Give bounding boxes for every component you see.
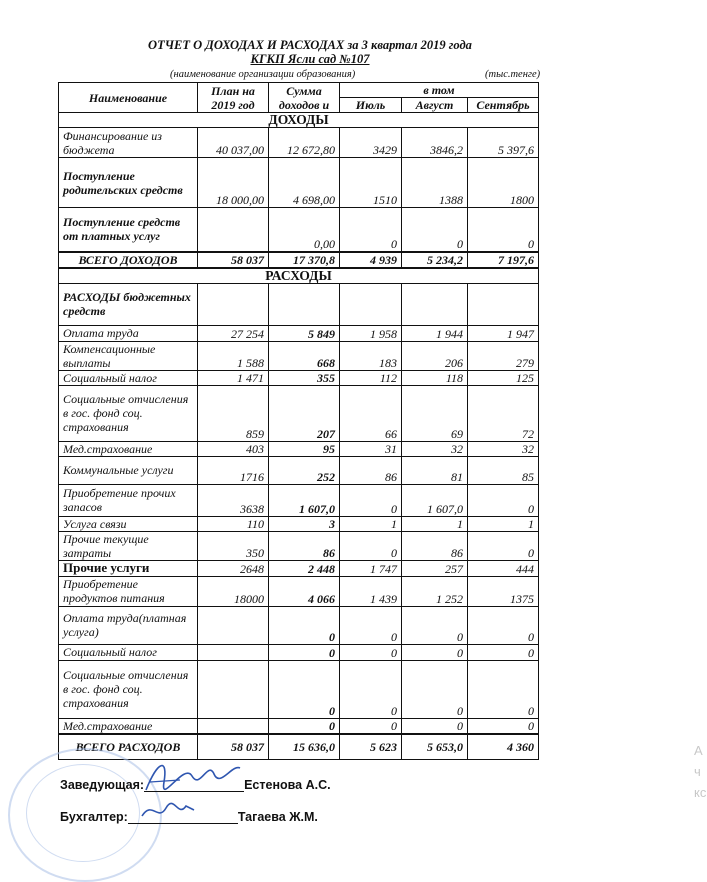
table-row — [59, 660, 539, 718]
row-sep: 0 — [468, 531, 539, 560]
table-row — [59, 484, 539, 516]
row-sep: 1375 — [468, 576, 539, 606]
row-plan: 3638 — [198, 484, 269, 516]
accountant-signature-icon — [138, 796, 198, 826]
row-aug: 5 653,0 — [402, 734, 468, 760]
table-row — [59, 734, 539, 760]
row-plan — [198, 660, 269, 718]
row-name: Социальные отчисления в гос. фонд соц. страхования — [59, 660, 198, 718]
row-sum: 0 — [269, 660, 340, 718]
row-sep: 1 — [468, 516, 539, 531]
row-sum: 668 — [269, 341, 340, 370]
row-jul: 3429 — [340, 128, 402, 158]
row-jul: 4 939 — [340, 252, 402, 268]
row-sep: 0 — [468, 718, 539, 734]
row-sum: 0,00 — [269, 208, 340, 252]
row-name: Компенсационные выплаты — [59, 341, 198, 370]
row-sum: 252 — [269, 456, 340, 484]
row-jul: 86 — [340, 456, 402, 484]
row-sep: 125 — [468, 370, 539, 385]
row-name: Прочие услуги — [59, 560, 198, 576]
row-sep: 0 — [468, 660, 539, 718]
row-aug: 1 944 — [402, 325, 468, 341]
row-sep: 444 — [468, 560, 539, 576]
row-plan: 40 037,00 — [198, 128, 269, 158]
head-signature-icon — [140, 752, 245, 800]
row-name: Услуга связи — [59, 516, 198, 531]
table-row — [59, 325, 539, 341]
row-jul: 183 — [340, 341, 402, 370]
row-aug: 118 — [402, 370, 468, 385]
row-sum: 15 636,0 — [269, 734, 340, 760]
report-title: ОТЧЕТ О ДОХОДАХ И РАСХОДАХ за 3 квартал 2019 года — [148, 38, 472, 52]
row-name: Социальный налог — [59, 644, 198, 660]
row-plan: 58 037 — [198, 252, 269, 268]
row-name: Коммунальные услуги — [59, 456, 198, 484]
accountant-name: Тагаева Ж.М. — [237, 810, 318, 824]
head-label: Заведующая: — [60, 778, 145, 792]
row-aug: 86 — [402, 531, 468, 560]
row-aug: 1 607,0 — [402, 484, 468, 516]
report-table — [58, 82, 539, 760]
table-row — [59, 456, 539, 484]
row-sep: 85 — [468, 456, 539, 484]
row-aug: 1 — [402, 516, 468, 531]
row-aug: 0 — [402, 644, 468, 660]
row-sum: 95 — [269, 441, 340, 456]
row-jul: 112 — [340, 370, 402, 385]
row-aug: 0 — [402, 660, 468, 718]
row-sum: 5 849 — [269, 325, 340, 341]
head-name: Естенова А.С. — [244, 778, 331, 792]
row-jul: 66 — [340, 385, 402, 441]
expenses-section-title: РАСХОДЫ — [59, 268, 539, 284]
row-aug: 0 — [402, 718, 468, 734]
row-plan — [198, 606, 269, 644]
row-name: Социальный налог — [59, 370, 198, 385]
table-row — [59, 158, 539, 208]
row-name: Финансирование из бюджета — [59, 128, 198, 158]
row-sum: 0 — [269, 606, 340, 644]
row-name: ВСЕГО РАСХОДОВ — [59, 734, 198, 760]
row-jul: 1 439 — [340, 576, 402, 606]
row-sep: 0 — [468, 644, 539, 660]
row-plan — [198, 718, 269, 734]
row-sum: 86 — [269, 531, 340, 560]
row-aug: 0 — [402, 208, 468, 252]
row-name: Приобретение продуктов питания — [59, 576, 198, 606]
row-jul: 1 — [340, 516, 402, 531]
row-aug: 257 — [402, 560, 468, 576]
row-name: ВСЕГО ДОХОДОВ — [59, 252, 198, 268]
background-artifact: A ч кс — [694, 743, 707, 800]
row-name: Оплата труда(платная услуга) — [59, 606, 198, 644]
header-plan: План на 2019 год — [198, 83, 269, 113]
row-sum: 4 066 — [269, 576, 340, 606]
table-row — [59, 208, 539, 252]
header-sep: Сентябрь — [468, 98, 539, 113]
row-plan: 58 037 — [198, 734, 269, 760]
table-row — [59, 560, 539, 576]
row-name: Социальные отчисления в гос. фонд соц. страхования — [59, 385, 198, 441]
row-sep: 1 947 — [468, 325, 539, 341]
row-plan: 350 — [198, 531, 269, 560]
row-sum: 3 — [269, 516, 340, 531]
row-aug: 1 252 — [402, 576, 468, 606]
header-incl: в том — [340, 83, 539, 98]
row-aug: 69 — [402, 385, 468, 441]
row-sum: 12 672,80 — [269, 128, 340, 158]
row-sep: 279 — [468, 341, 539, 370]
row-plan: 1716 — [198, 456, 269, 484]
table-row — [59, 644, 539, 660]
row-aug: 206 — [402, 341, 468, 370]
row-jul: 1510 — [340, 158, 402, 208]
row-jul: 0 — [340, 484, 402, 516]
budget-expenses-header: РАСХОДЫ бюджетных средств — [59, 283, 198, 325]
row-jul: 0 — [340, 208, 402, 252]
table-row — [59, 370, 539, 385]
row-plan: 18000 — [198, 576, 269, 606]
table-row — [59, 718, 539, 734]
row-name: Оплата труда — [59, 325, 198, 341]
row-jul: 1 958 — [340, 325, 402, 341]
table-row — [59, 531, 539, 560]
row-plan: 859 — [198, 385, 269, 441]
row-sep: 7 197,6 — [468, 252, 539, 268]
row-name: Приобретение прочих запасов — [59, 484, 198, 516]
income-section-title: ДОХОДЫ — [59, 113, 539, 128]
row-aug: 3846,2 — [402, 128, 468, 158]
row-name: Прочие текущие затраты — [59, 531, 198, 560]
row-jul: 0 — [340, 644, 402, 660]
row-jul: 0 — [340, 606, 402, 644]
row-sum: 355 — [269, 370, 340, 385]
row-aug: 5 234,2 — [402, 252, 468, 268]
header-jul: Июль — [340, 98, 402, 113]
row-sum: 4 698,00 — [269, 158, 340, 208]
organization-hint: (наименование организации образования) — [170, 69, 356, 80]
row-plan: 27 254 — [198, 325, 269, 341]
row-sum: 207 — [269, 385, 340, 441]
header-aug: Август — [402, 98, 468, 113]
row-sum: 17 370,8 — [269, 252, 340, 268]
row-jul: 31 — [340, 441, 402, 456]
header-name: Наименование — [59, 83, 198, 113]
row-plan: 403 — [198, 441, 269, 456]
row-name: Поступление средств от платных услуг — [59, 208, 198, 252]
row-aug: 81 — [402, 456, 468, 484]
row-sep: 72 — [468, 385, 539, 441]
row-plan — [198, 208, 269, 252]
row-sum: 1 607,0 — [269, 484, 340, 516]
row-sum: 0 — [269, 644, 340, 660]
row-sep: 0 — [468, 484, 539, 516]
row-aug: 1388 — [402, 158, 468, 208]
row-sep: 4 360 — [468, 734, 539, 760]
row-plan: 1 588 — [198, 341, 269, 370]
row-sum: 0 — [269, 718, 340, 734]
table-row — [59, 341, 539, 370]
row-sep: 5 397,6 — [468, 128, 539, 158]
table-row — [59, 606, 539, 644]
row-sum: 2 448 — [269, 560, 340, 576]
row-name: Мед.страхование — [59, 718, 198, 734]
row-jul: 5 623 — [340, 734, 402, 760]
row-plan: 110 — [198, 516, 269, 531]
table-row — [59, 283, 539, 325]
table-row — [59, 576, 539, 606]
row-sep: 1800 — [468, 158, 539, 208]
row-plan — [198, 644, 269, 660]
table-row — [59, 385, 539, 441]
row-jul: 0 — [340, 660, 402, 718]
table-row — [59, 128, 539, 158]
row-name: Мед.страхование — [59, 441, 198, 456]
table-row — [59, 441, 539, 456]
row-sep: 32 — [468, 441, 539, 456]
row-sep: 0 — [468, 208, 539, 252]
row-sep: 0 — [468, 606, 539, 644]
row-jul: 0 — [340, 718, 402, 734]
row-name: Поступление родительских средств — [59, 158, 198, 208]
unit-label: (тыс.тенге) — [485, 69, 541, 80]
table-row — [59, 252, 539, 268]
header-sum: Сумма доходов и — [269, 83, 340, 113]
row-jul: 0 — [340, 531, 402, 560]
table-row — [59, 516, 539, 531]
row-plan: 18 000,00 — [198, 158, 269, 208]
row-plan: 2648 — [198, 560, 269, 576]
row-aug: 32 — [402, 441, 468, 456]
row-jul: 1 747 — [340, 560, 402, 576]
accountant-label: Бухгалтер: — [60, 810, 128, 824]
row-aug: 0 — [402, 606, 468, 644]
organization-name: КГКП Ясли сад №107 — [250, 52, 370, 66]
row-plan: 1 471 — [198, 370, 269, 385]
